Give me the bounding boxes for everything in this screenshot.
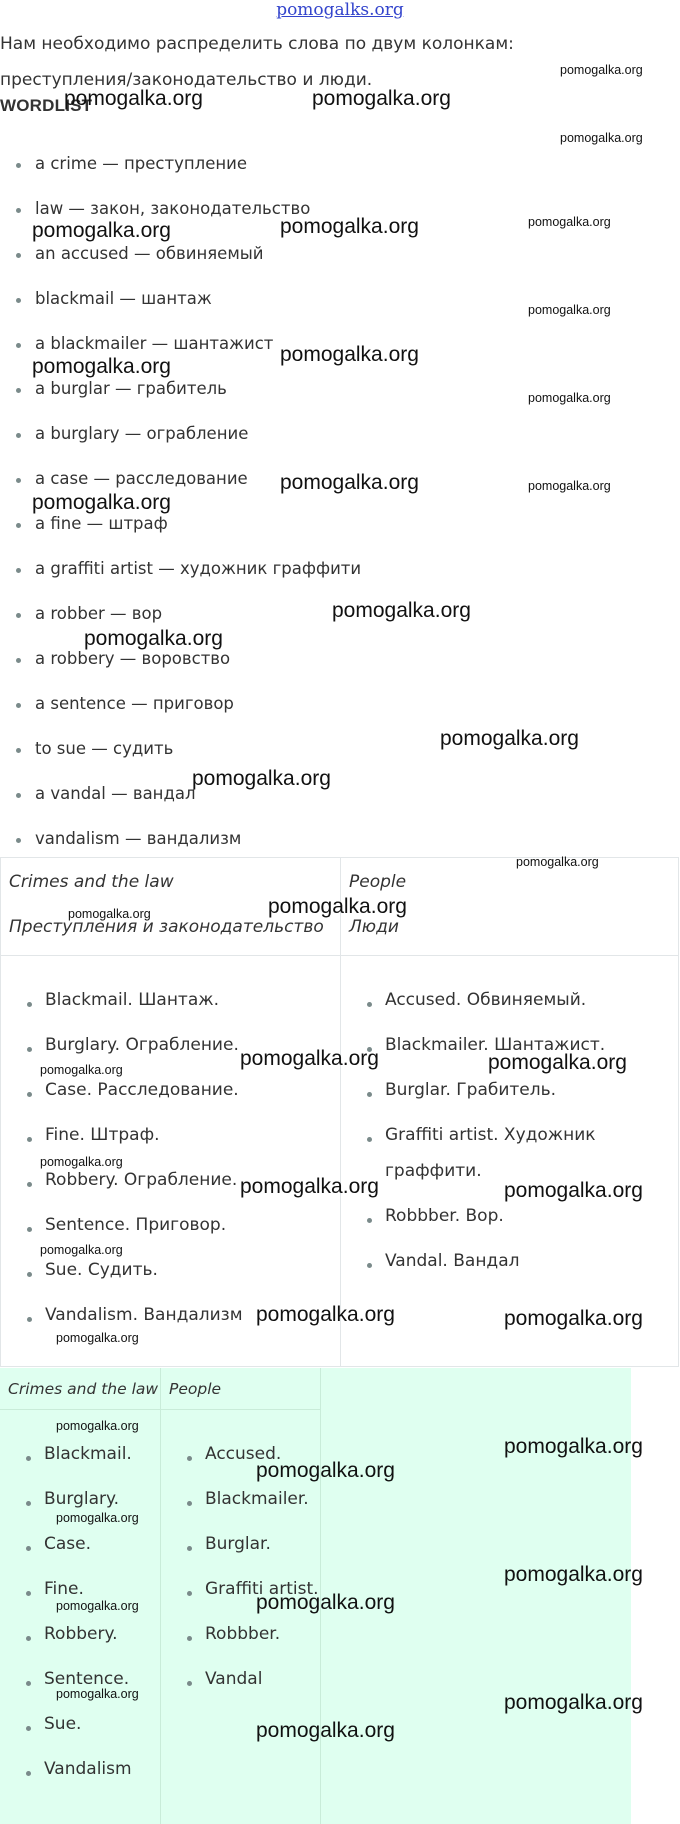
column-divider [340,858,341,1366]
watermark: pomogalka.org [528,215,611,229]
watermark: pomogalka.org [256,1591,395,1614]
watermark: pomogalka.org [504,1435,643,1458]
table-cell: Case. Расследование. [45,1080,239,1100]
col1-header-ru: Преступления и законодательство [9,917,324,937]
watermark: pomogalka.org [528,303,611,317]
watermark: pomogalka.org [528,479,611,493]
watermark: pomogalka.org [32,491,171,514]
table-cell: Vandal [205,1669,263,1689]
watermark: pomogalka.org [268,895,407,918]
table-cell: Burglar. Грабитель. [385,1080,557,1100]
watermark: pomogalka.org [240,1175,379,1198]
watermark: pomogalka.org [560,63,643,77]
table-cell: Vandalism [44,1759,132,1779]
column-divider [160,1368,161,1824]
table-cell: Vandal. Вандал [385,1251,520,1271]
watermark: pomogalka.org [32,355,171,378]
watermark: pomogalka.org [256,1303,395,1326]
watermark: pomogalka.org [64,87,203,110]
table-cell: Sentence. Приговор. [45,1215,227,1235]
watermark: pomogalka.org [32,219,171,242]
table-cell: Vandalism. Вандализм [45,1305,243,1325]
watermark: pomogalka.org [56,1687,139,1701]
watermark: pomogalka.org [40,1063,123,1077]
table-cell: Accused. Обвиняемый. [385,990,587,1010]
col1-header: Crimes and the law [8,1380,159,1398]
watermark: pomogalka.org [192,767,331,790]
watermark: pomogalka.org [504,1563,643,1586]
wordlist-heading: WORDLIST [0,96,93,115]
col1-header-en: Crimes and the law [9,872,174,892]
header-divider [1,955,678,956]
table-cell: Robbber. Вор. [385,1206,504,1226]
col2-header-en: People [349,872,407,892]
table-cell: Blackmailer. Шантажист. [385,1035,606,1055]
table-cell: Accused. [205,1444,282,1464]
watermark: pomogalka.org [504,1691,643,1714]
table-cell: граффити. [385,1161,482,1181]
table-cell: Burglar. [205,1534,271,1554]
task-text: Нам необходимо распределить слова по двум колонкам: преступления/законодательство и люди. [0,34,514,90]
watermark: pomogalka.org [256,1719,395,1742]
watermark: pomogalka.org [56,1419,139,1433]
watermark: pomogalka.org [280,343,419,366]
watermark: pomogalka.org [516,855,599,869]
watermark: pomogalka.org [560,131,643,145]
watermark: pomogalka.org [280,471,419,494]
table-cell: Case. [44,1534,92,1554]
watermark: pomogalka.org [56,1511,139,1525]
watermark: pomogalka.org [280,215,419,238]
table-cell: Fine. Штраф. [45,1125,160,1145]
watermark: pomogalka.org [488,1051,627,1074]
table-cell: Robbery. [44,1624,118,1644]
table-cell: Blackmailer. [205,1489,309,1509]
watermark: pomogalka.org [40,1155,123,1169]
watermark: pomogalka.org [84,627,223,650]
table-cell: Blackmail. [44,1444,132,1464]
table-cell: Burglary. Ограбление. [45,1035,239,1055]
table-cell: Graffiti artist. [205,1579,319,1599]
header-divider [0,1409,320,1410]
site-link[interactable]: pomogalks.org [276,0,404,20]
watermark: pomogalka.org [528,391,611,405]
watermark: pomogalka.org [56,1599,139,1613]
watermark: pomogalka.org [256,1459,395,1482]
watermark: pomogalka.org [68,907,151,921]
watermark: pomogalka.org [312,87,451,110]
col2-header-ru: Люди [349,917,399,937]
table-cell: Blackmail. Шантаж. [45,990,219,1010]
table-cell: Sue. Судить. [45,1260,158,1280]
watermark: pomogalka.org [504,1179,643,1202]
watermark: pomogalka.org [332,599,471,622]
watermark: pomogalka.org [504,1307,643,1330]
answer-table-bilingual [0,857,679,1367]
table-cell: Sentence. [44,1669,130,1689]
col2-header: People [169,1380,222,1398]
watermark: pomogalka.org [40,1243,123,1257]
watermark: pomogalka.org [440,727,579,750]
table-cell: Robbery. Ограбление. [45,1170,238,1190]
table-cell: Burglary. [44,1489,120,1509]
table-cell: Robbber. [205,1624,281,1644]
table-cell: Sue. [44,1714,82,1734]
table-cell: Graffiti artist. Художник [385,1125,596,1145]
table-cell: Fine. [44,1579,84,1599]
watermark: pomogalka.org [56,1331,139,1345]
watermark: pomogalka.org [240,1047,379,1070]
